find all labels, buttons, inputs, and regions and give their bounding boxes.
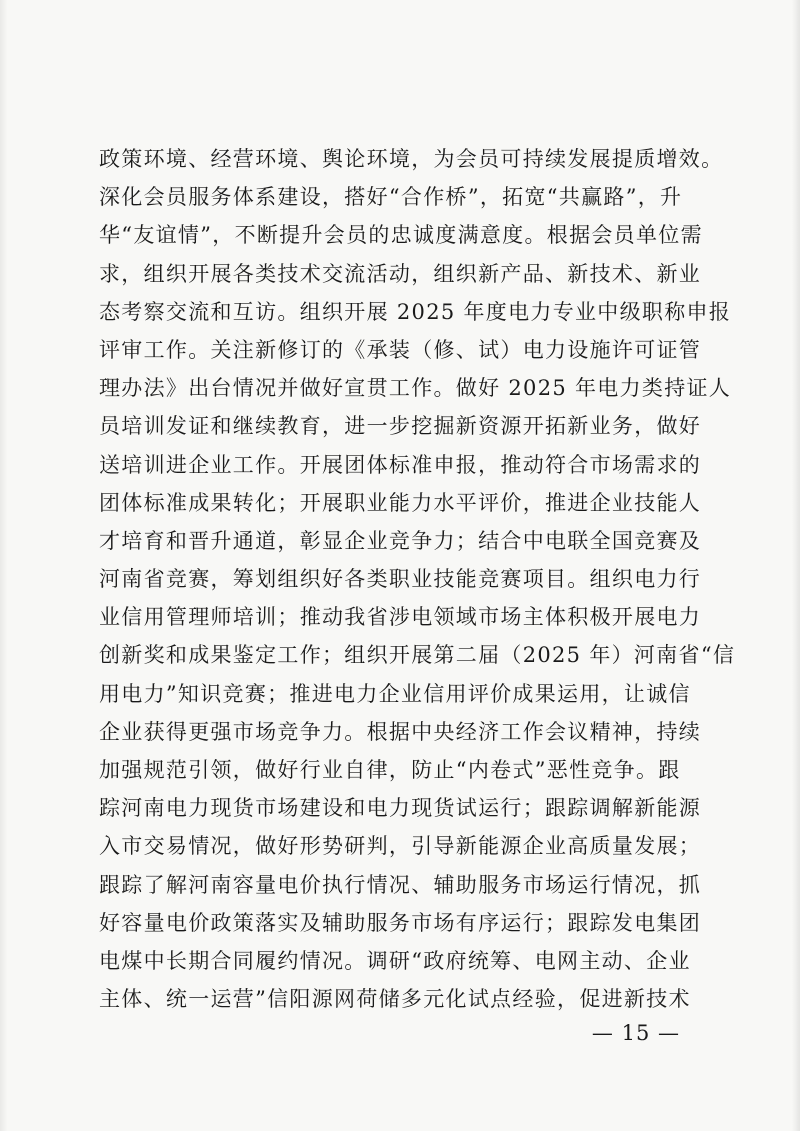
body-text [99,140,736,1018]
text-line: 创新奖和成果鉴定工作；组织开展第二届（2025 年）河南省“信 [99,643,736,668]
text-line: 送培训进企业工作。开展团体标准申报，推动符合市场需求的 [99,452,702,477]
scan-shadow-left [0,0,8,1131]
text-line: 加强规范引领，做好行业自律，防止“内卷式”恶性竞争。跟 [99,758,681,782]
text-line: 用电力”知识竞赛；推进电力企业信用评价成果运用，让诚信 [99,681,691,706]
text-line: 踪河南电力现货市场建设和电力现货试运行；跟踪调解新能源 [99,796,702,821]
page-number: — 15 — [591,1021,680,1045]
scan-shadow-right [792,0,800,1131]
text-line: 入市交易情况，做好形势研判，引导新能源企业高质量发展； [99,834,702,859]
text-line: 求，组织开展各类技术交流活动，组织新产品、新技术、新业 [99,261,702,286]
text-line: 才培育和晋升通道，彰显企业竞争力；结合中电联全国竞赛及 [99,528,702,553]
text-line: 评审工作。关注新修订的《承装（修、试）电力设施许可证管 [99,337,702,362]
text-line: 企业获得更强市场竞争力。根据中央经济工作会议精神，持续 [99,719,702,744]
text-line: 河南省竞赛，筹划组织好各类职业技能竞赛项目。组织电力行 [99,567,702,592]
text-line: 团体标准成果转化；开展职业能力水平评价，推进企业技能人 [99,490,702,515]
text-line: 跟踪了解河南容量电价执行情况、辅助服务市场运行情况，抓 [99,872,702,897]
text-line: 员培训发证和继续教育，进一步挖掘新资源开拓新业务，做好 [99,414,702,439]
text-line: 业信用管理师培训；推动我省涉电领域市场主体积极开展电力 [99,605,702,630]
text-line: 好容量电价政策落实及辅助服务市场有序运行；跟踪发电集团 [99,910,702,935]
text-line: 政策环境、经营环境、舆论环境，为会员可持续发展提质增效。 [99,147,724,171]
text-line: 电煤中长期合同履约情况。调研“政府统筹、电网主动、企业 [99,948,691,973]
text-line: 态考察交流和互访。组织开展 2025 年度电力专业中级职称申报 [99,299,732,324]
text-line: 理办法》出台情况并做好宣贯工作。做好 2025 年电力类持证人 [99,376,732,401]
text-line: 主体、统一运营”信阳源网荷储多元化试点经验，促进新技术 [99,987,691,1012]
text-line: 华“友谊情”，不断提升会员的忠诚度满意度。根据会员单位需 [99,223,703,248]
text-line: 深化会员服务体系建设，搭好“合作桥”，拓宽“共赢路”，升 [99,185,683,210]
